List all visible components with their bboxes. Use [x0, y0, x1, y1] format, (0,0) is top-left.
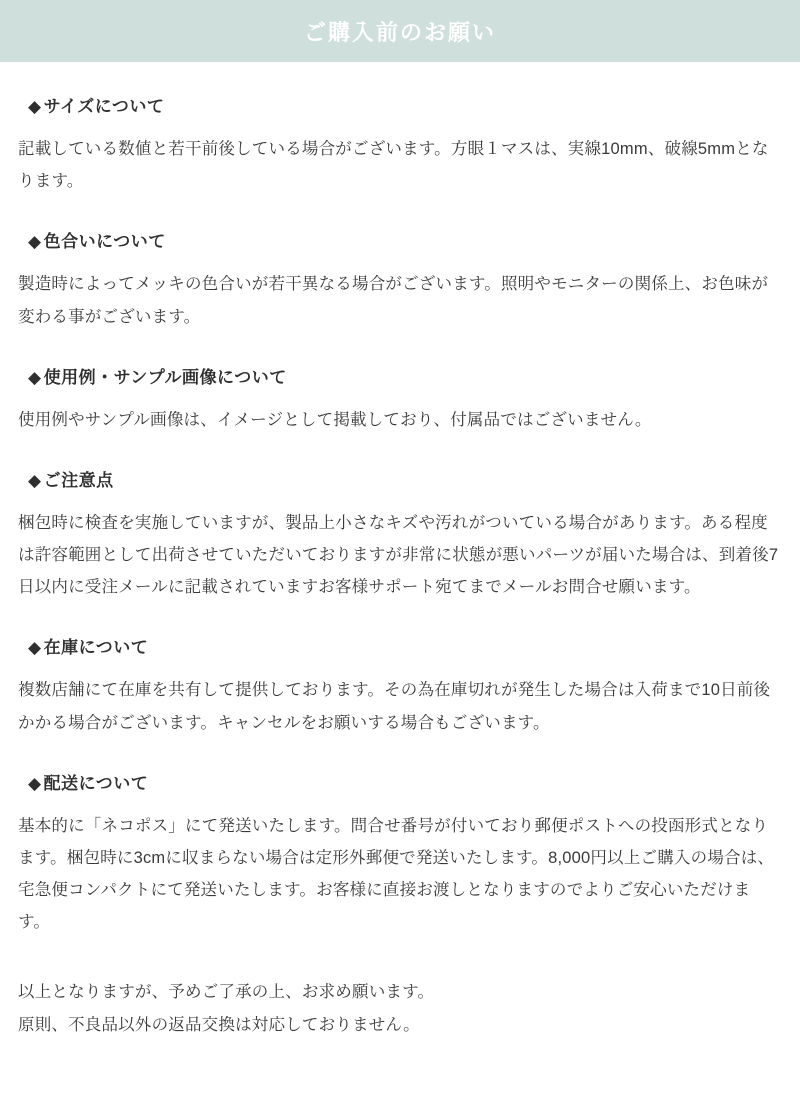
section-size [18, 92, 782, 197]
section-heading-label: サイズについて [43, 97, 165, 116]
section-heading-label: 使用例・サンプル画像について [43, 367, 287, 387]
section-heading-label: 配送について [43, 773, 149, 793]
notice-content [0, 92, 800, 1051]
section-shipping [18, 769, 782, 939]
diamond-bullet-icon: ◆ [28, 232, 42, 252]
section-heading [28, 633, 782, 658]
diamond-bullet-icon: ◆ [28, 773, 42, 793]
section-heading [28, 769, 782, 794]
closing-note [18, 976, 782, 1040]
page-title: ご購入前のお願い [303, 19, 496, 45]
closing-line-2: 原則、不良品以外の返品交換は対応しておりません。 [18, 1015, 420, 1034]
section-body: 複数店舗にて在庫を共有して提供しております。その為在庫切れが発生した場合は入荷まで10日前後かかる場合がございます。キャンセルをお願いする場合もございます。 [18, 681, 771, 732]
section-cautions [18, 466, 782, 604]
section-heading [28, 363, 782, 388]
section-sample-images [18, 363, 782, 436]
diamond-bullet-icon: ◆ [28, 470, 42, 490]
section-body: 梱包時に検査を実施していますが、製品上小さなキズや汚れがついている場合があります。ある程度は許容範囲として出荷させていただいておりますが非常に状態が悪いパーツが届いた場合は、到着後7日以内に受注メールに記載されていますお客様サポート宛てまでメールお問合せ願います。 [18, 513, 779, 597]
diamond-bullet-icon: ◆ [28, 97, 42, 116]
section-heading-label: 色合いについて [43, 232, 166, 252]
section-heading [28, 92, 782, 117]
section-heading [28, 227, 782, 252]
section-color [18, 227, 782, 332]
diamond-bullet-icon: ◆ [28, 638, 42, 658]
page-banner [0, 0, 800, 62]
section-body: 製造時によってメッキの色合いが若干異なる場合がございます。照明やモニターの関係上、お色味が変わる事がございます。 [18, 275, 769, 326]
section-stock [18, 633, 782, 738]
section-body: 使用例やサンプル画像は、イメージとして掲載しており、付属品ではございません。 [18, 410, 652, 429]
closing-line-1: 以上となりますが、予めご了承の上、お求め願います。 [18, 983, 435, 1002]
section-body: 基本的に「ネコポス」にて発送いたします。問合せ番号が付いており郵便ポストへの投函形式となります。梱包時に3cmに収まらない場合は定形外郵便で発送いたします。8,000円以上ご購入の場合は、宅急便コンパクトにて発送いたします。お客様に直接お渡しとなりますのでよりご安心いただけます。 [18, 816, 775, 932]
section-heading-label: 在庫について [43, 638, 149, 658]
section-body: 記載している数値と若干前後している場合がございます。方眼１マスは、実線10mm、破線5mmとなります。 [18, 140, 769, 191]
diamond-bullet-icon: ◆ [28, 367, 42, 387]
section-heading-label: ご注意点 [43, 470, 114, 490]
section-heading [28, 466, 782, 491]
